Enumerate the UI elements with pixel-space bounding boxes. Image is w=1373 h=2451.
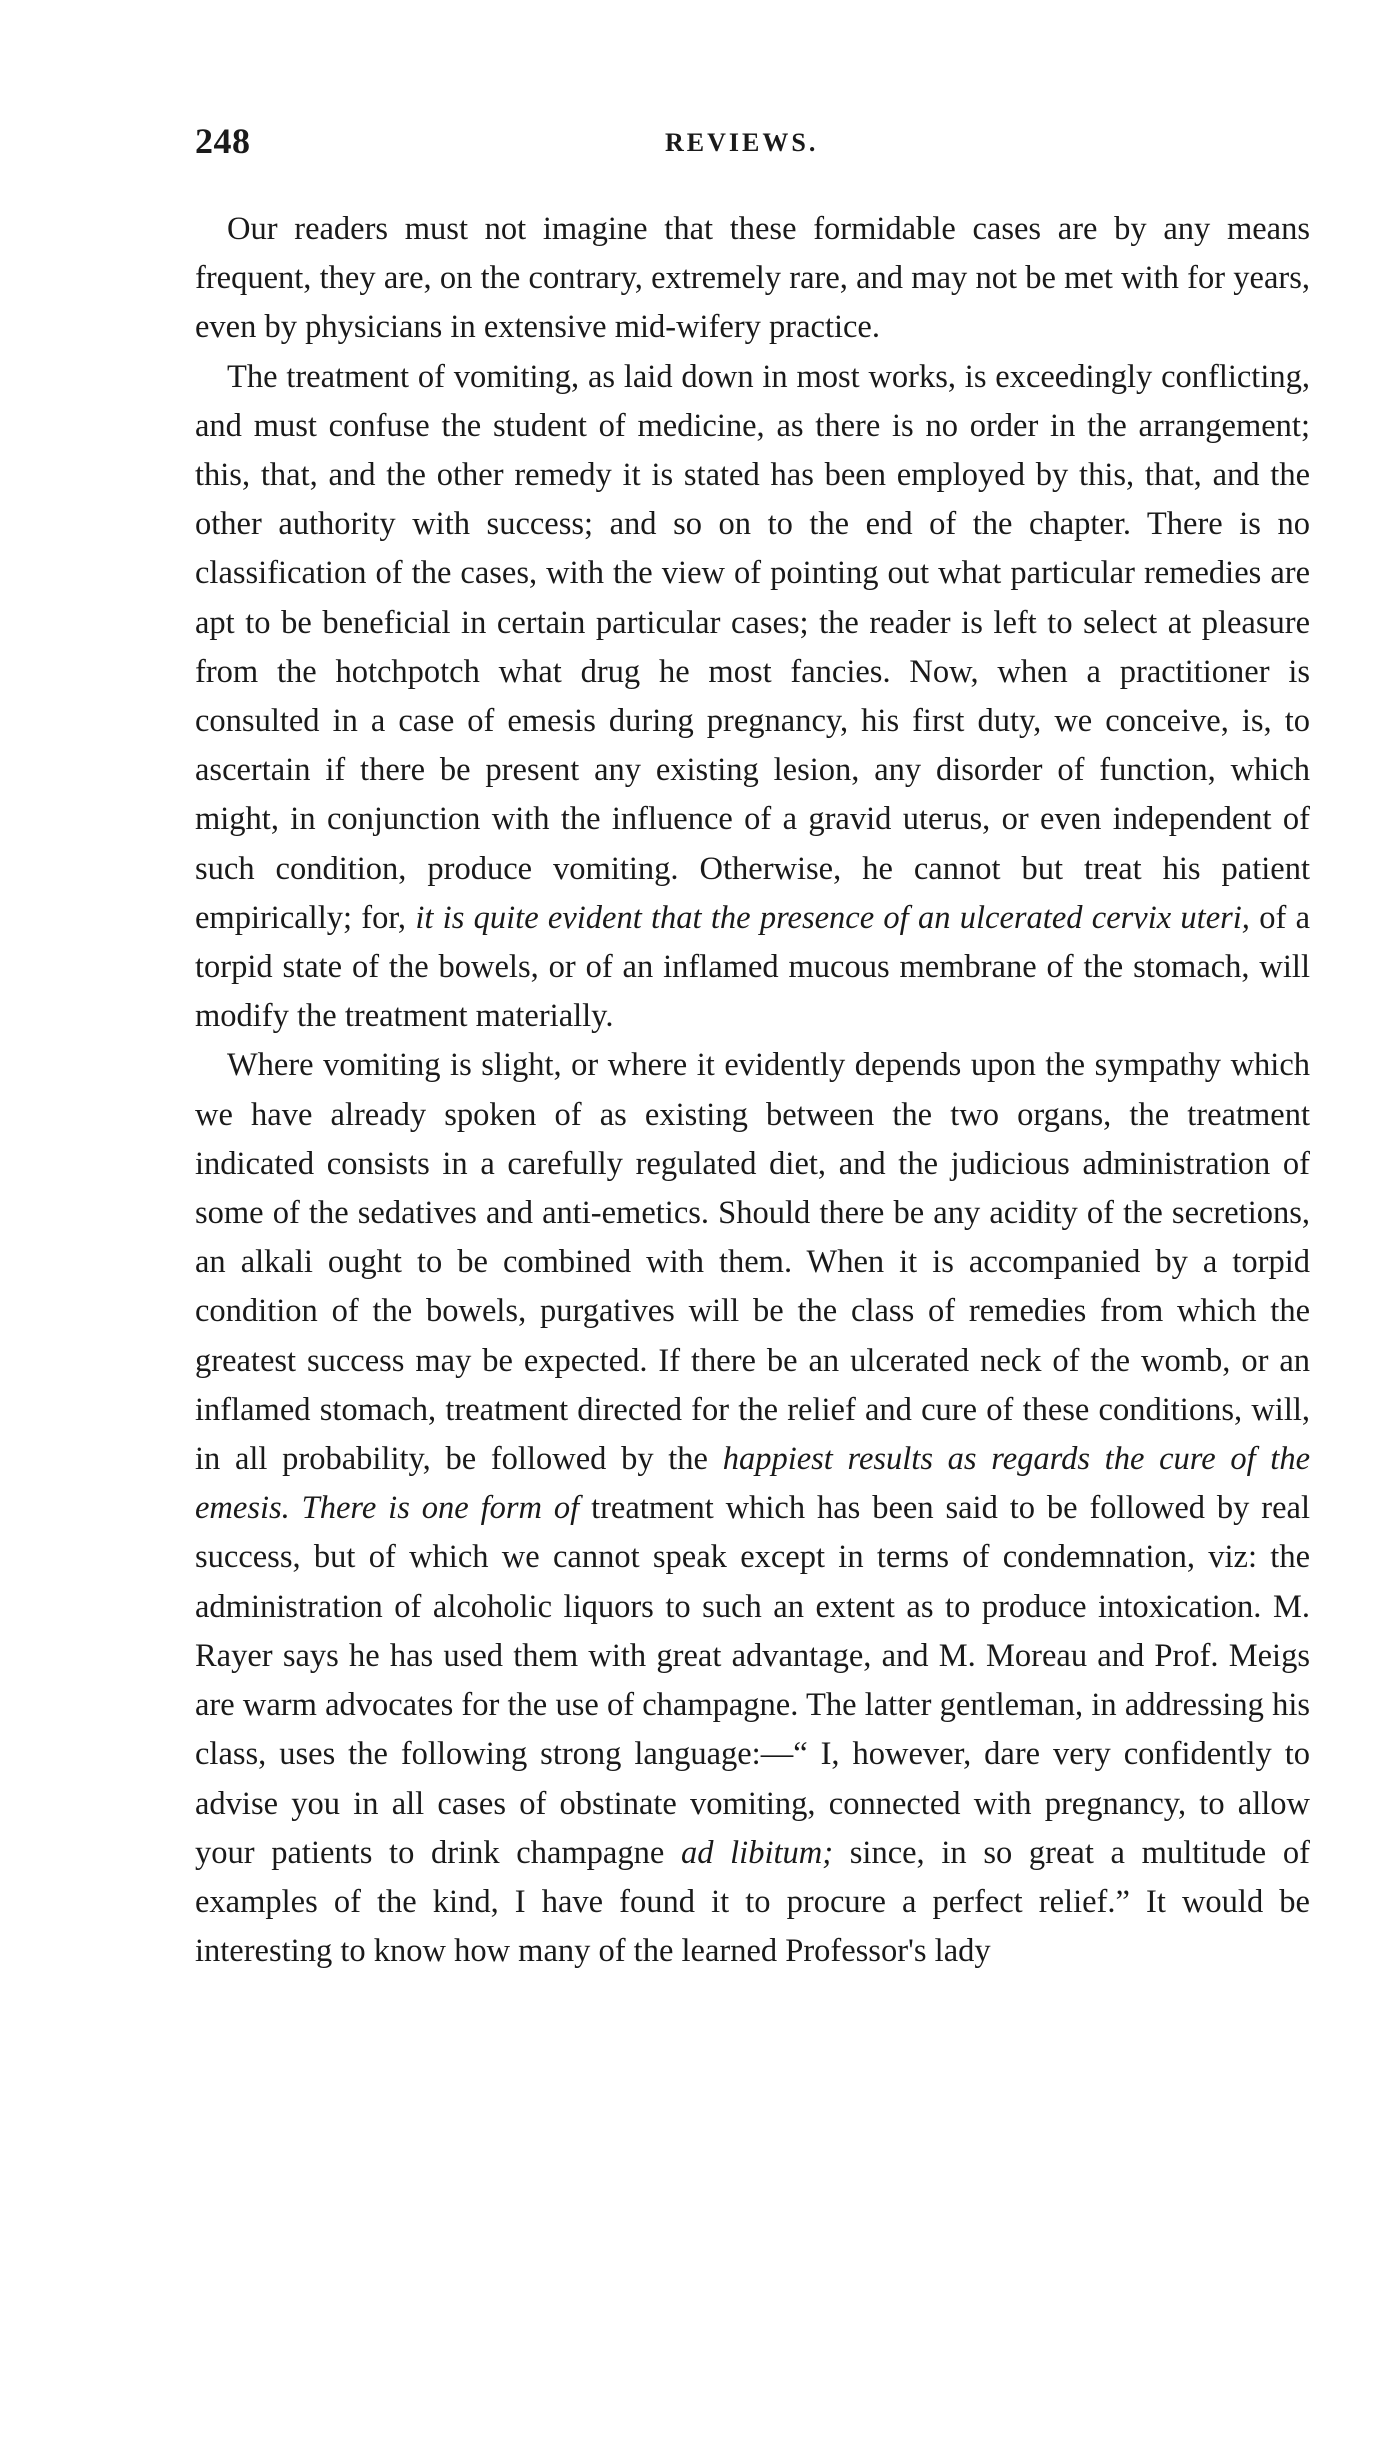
page-header — [195, 120, 1310, 166]
page-number: 248 — [195, 121, 251, 161]
italic-text: it is quite evident that the presence of an ulcerated cervix uteri, — [415, 899, 1250, 936]
paragraph-text: Where vomiting is slight, or where it evidently depends upon the sympathy which we have already spoken of as existing between the two organs, the treatment indicated consists in a carefully regulated diet, and the judicious administration of some of the sedatives and anti-emetics. Should there be any acidity of the secretions, an alkali ought to be combined with them. When it is accompanied by a torpid condition of the bowels, purgatives will be the class of remedies from which the greatest success may be expected. If there be an ulcerated neck of the womb, or an inflamed stomach, treatment directed for the relief and cure of these conditions, will, in all probability, be followed by the — [195, 1047, 1310, 1478]
paragraph-slight-vomiting — [195, 1041, 1310, 1976]
paragraph-text: treatment which has been said to be followed by real success, but of which we cannot speak except in terms of condemnation, viz: the administration of alcoholic liquors to such an extent as to produce intoxication. M. Rayer says he has used them with great advantage, and M. Moreau and Prof. Meigs are warm advocates for the use of champagne. The latter gentleman, in addressing his class, uses the following strong language:—“ I, however, dare very confidently to advise you in all cases of obstinate vomiting, connected with pregnancy, to allow your patients to drink champagne — [195, 1490, 1310, 1871]
paragraph-text: of a torpid state of the bowels, or of an inflamed mucous membrane of the stomach, will modify the treatment materially. — [195, 899, 1311, 1035]
paragraph-treatment — [195, 353, 1310, 1042]
paragraph-text: The treatment of vomiting, as laid down in most works, is exceedingly conflicting, and must confuse the student of medicine, as there is no order in the arrangement; this, that, and the other remedy it is stated has been employed by this, that, and the other authority with success; and so on to the end of the chapter. There is no classification of the cases, with the view of pointing out what particular remedies are apt to be beneficial in certain particular cases; the reader is left to select at pleasure from the hotchpotch what drug he most fancies. Now, when a practitioner is consulted in a case of emesis during pregnancy, his first duty, we conceive, is, to ascertain if there be present any existing lesion, any disorder of function, which might, in conjunction with the influence of a gravid uterus, or even independent of such condition, produce vomiting. Otherwise, he cannot but treat his patient empirically; for, — [195, 358, 1310, 936]
italic-text: happiest results as regards the cure of the emesis. There is one form of — [195, 1441, 1310, 1527]
running-head: REVIEWS. — [665, 128, 819, 157]
paragraph-text: since, in so great a multitude of examples of the kind, I have found it to procure a perfect relief.” It would be interesting to know how many of the learned Professor's lady — [195, 1834, 1310, 1970]
paragraph-rarity: Our readers must not imagine that these formidable cases are by any means frequent, they are, on the contrary, extremely rare, and may not be met with for years, even by physicians in extensive mid-wifery practice. — [195, 211, 1310, 346]
italic-text: ad libitum; — [680, 1834, 834, 1871]
body-text — [195, 205, 1310, 1976]
